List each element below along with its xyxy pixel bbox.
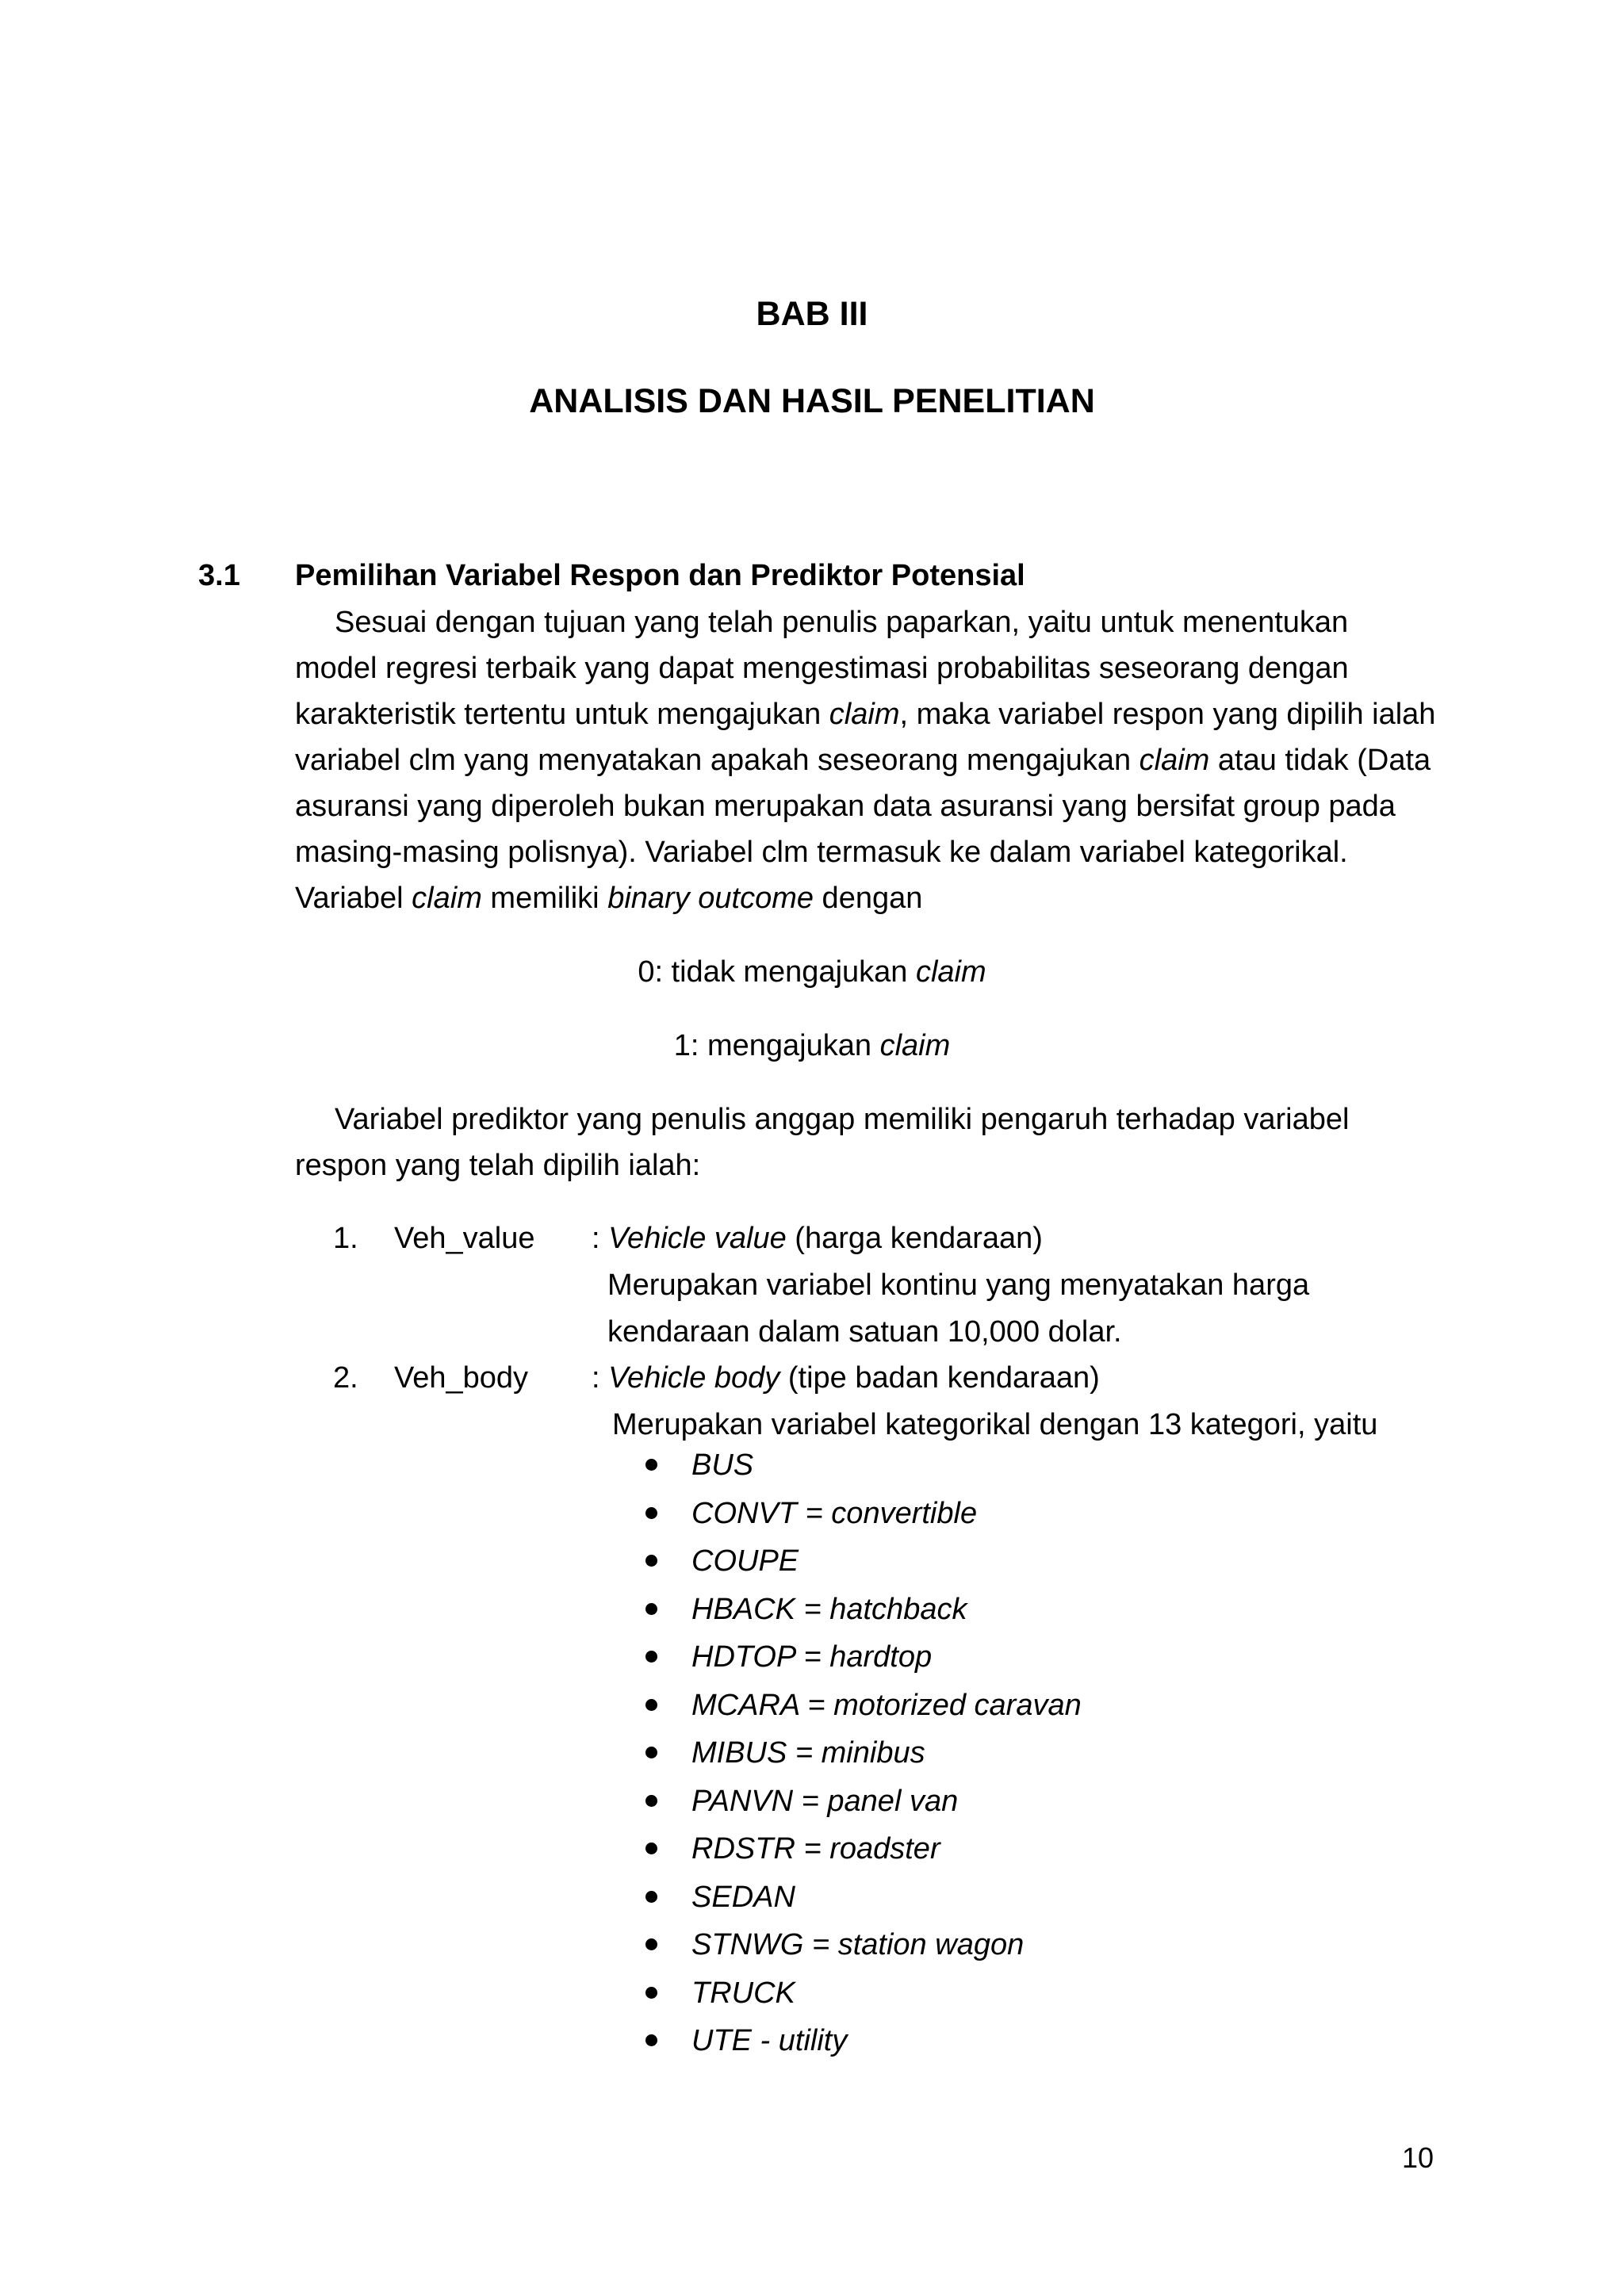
- outcome-1-term: claim: [879, 1029, 951, 1062]
- list-item: [642, 1589, 1082, 1637]
- list-item: [642, 1636, 1082, 1685]
- list-item-label: TRUCK: [691, 1976, 795, 2010]
- list-item: [642, 1445, 1082, 1493]
- chapter-label: BAB III: [756, 295, 868, 333]
- list-item-label: UTE - utility: [691, 2024, 848, 2057]
- outcome-1-prefix: 1: mengajukan: [673, 1029, 880, 1062]
- intro-text-2: , maka variabel respon yang dipilih ialah variabel clm yang menyatakan apakah seseorang mengajukan: [295, 698, 1436, 777]
- bullet-icon: [645, 1603, 657, 1615]
- intro-text-4: memiliki: [481, 882, 608, 915]
- list-item-label: HDTOP = hardtop: [691, 1640, 933, 1674]
- list-item-label: STNWG = station wagon: [691, 1928, 1025, 1961]
- bullet-icon: [645, 1459, 657, 1471]
- predictor-intro-paragraph: [295, 1096, 1437, 1188]
- bullet-icon: [645, 1555, 657, 1567]
- predictor-1-term: Vehicle value: [608, 1222, 787, 1255]
- bullet-icon: [645, 1987, 657, 1999]
- predictor-2-name: Veh_body: [394, 1361, 529, 1395]
- list-item-label: MIBUS = minibus: [691, 1736, 925, 1770]
- bullet-icon: [645, 1938, 657, 1950]
- list-item: [642, 1540, 1082, 1589]
- list-item-label: PANVN = panel van: [691, 1784, 959, 1818]
- predictor-1-number: 1.: [333, 1222, 358, 1255]
- list-item: [642, 1493, 1082, 1541]
- predictor-1-name: Veh_value: [394, 1222, 535, 1255]
- predictor-2-desc-line-1: Merupakan variabel kategorikal dengan 13 kategori, yaitu: [612, 1408, 1378, 1441]
- predictor-1-definition: [592, 1218, 1043, 1259]
- list-item: [642, 1973, 1082, 2021]
- intro-text-3: atau tidak (Data asuransi yang diperoleh bukan merupakan data asuransi yang bersifat group pada masing-masing polisnya). Variabel clm termasuk ke dalam variabel kategorikal. Variabel: [295, 744, 1431, 915]
- predictor-1-desc-line-1: Merupakan variabel kontinu yang menyatakan harga: [607, 1269, 1310, 1302]
- outcome-line-0: [0, 951, 1624, 993]
- bullet-icon: [645, 1699, 657, 1711]
- body-type-list: [642, 1445, 1082, 2068]
- list-item: [642, 1781, 1082, 1829]
- predictor-2-gloss: (tipe badan kendaraan): [779, 1361, 1100, 1395]
- page-number: 10: [1402, 2141, 1434, 2174]
- predictor-2-number: 2.: [333, 1361, 358, 1395]
- chapter-title: ANALISIS DAN HASIL PENELITIAN: [529, 382, 1095, 420]
- bullet-icon: [645, 1747, 657, 1758]
- list-item-label: CONVT = convertible: [691, 1496, 978, 1530]
- predictor-2-term: Vehicle body: [608, 1361, 780, 1395]
- bullet-icon: [645, 1507, 657, 1519]
- intro-text-1: Sesuai dengan tujuan yang telah penulis paparkan, yaitu untuk menentukan model regresi terbaik yang dapat mengestimasi probabilitas seseorang dengan karakteristik tertentu untuk mengajukan: [295, 606, 1349, 731]
- intro-claim-term-3: claim: [412, 882, 482, 915]
- list-item-label: SEDAN: [691, 1880, 795, 1914]
- list-item: [642, 1732, 1082, 1781]
- predictor-1-desc-line-2: kendaraan dalam satuan 10,000 dolar.: [607, 1315, 1122, 1349]
- bullet-icon: [645, 1795, 657, 1807]
- list-item-label: HBACK = hatchback: [691, 1592, 967, 1626]
- list-item-label: BUS: [691, 1448, 754, 1482]
- predictor-2-colon: :: [592, 1361, 609, 1395]
- outcome-0-prefix: 0: tidak mengajukan: [638, 955, 916, 989]
- predictor-1-gloss: (harga kendaraan): [786, 1222, 1043, 1255]
- section-number: 3.1: [198, 559, 240, 592]
- list-item-label: RDSTR = roadster: [691, 1832, 940, 1866]
- intro-binary-outcome-term: binary outcome: [607, 882, 814, 915]
- bullet-icon: [645, 2034, 657, 2046]
- list-item: [642, 2020, 1082, 2068]
- list-item: [642, 1877, 1082, 1925]
- list-item: [642, 1924, 1082, 1973]
- bullet-icon: [645, 1891, 657, 1903]
- intro-paragraph: [295, 599, 1437, 921]
- outcome-0-term: claim: [915, 955, 986, 989]
- predictor-1-colon: :: [592, 1222, 609, 1255]
- bullet-icon: [645, 1651, 657, 1663]
- predictor-2-definition: [592, 1357, 1100, 1399]
- list-item: [642, 1828, 1082, 1877]
- intro-text-5: dengan: [814, 882, 923, 915]
- intro-claim-term-1: claim: [829, 698, 900, 731]
- intro-claim-term-2: claim: [1139, 744, 1210, 777]
- bullet-icon: [645, 1843, 657, 1854]
- section-title: Pemilihan Variabel Respon dan Prediktor Potensial: [295, 559, 1025, 592]
- predictor-intro-text: Variabel prediktor yang penulis anggap memiliki pengaruh terhadap variabel respon yang telah dipilih ialah:: [295, 1103, 1350, 1182]
- list-item-label: MCARA = motorized caravan: [691, 1688, 1082, 1722]
- list-item-label: COUPE: [691, 1544, 799, 1578]
- outcome-line-1: [0, 1025, 1624, 1066]
- list-item: [642, 1685, 1082, 1733]
